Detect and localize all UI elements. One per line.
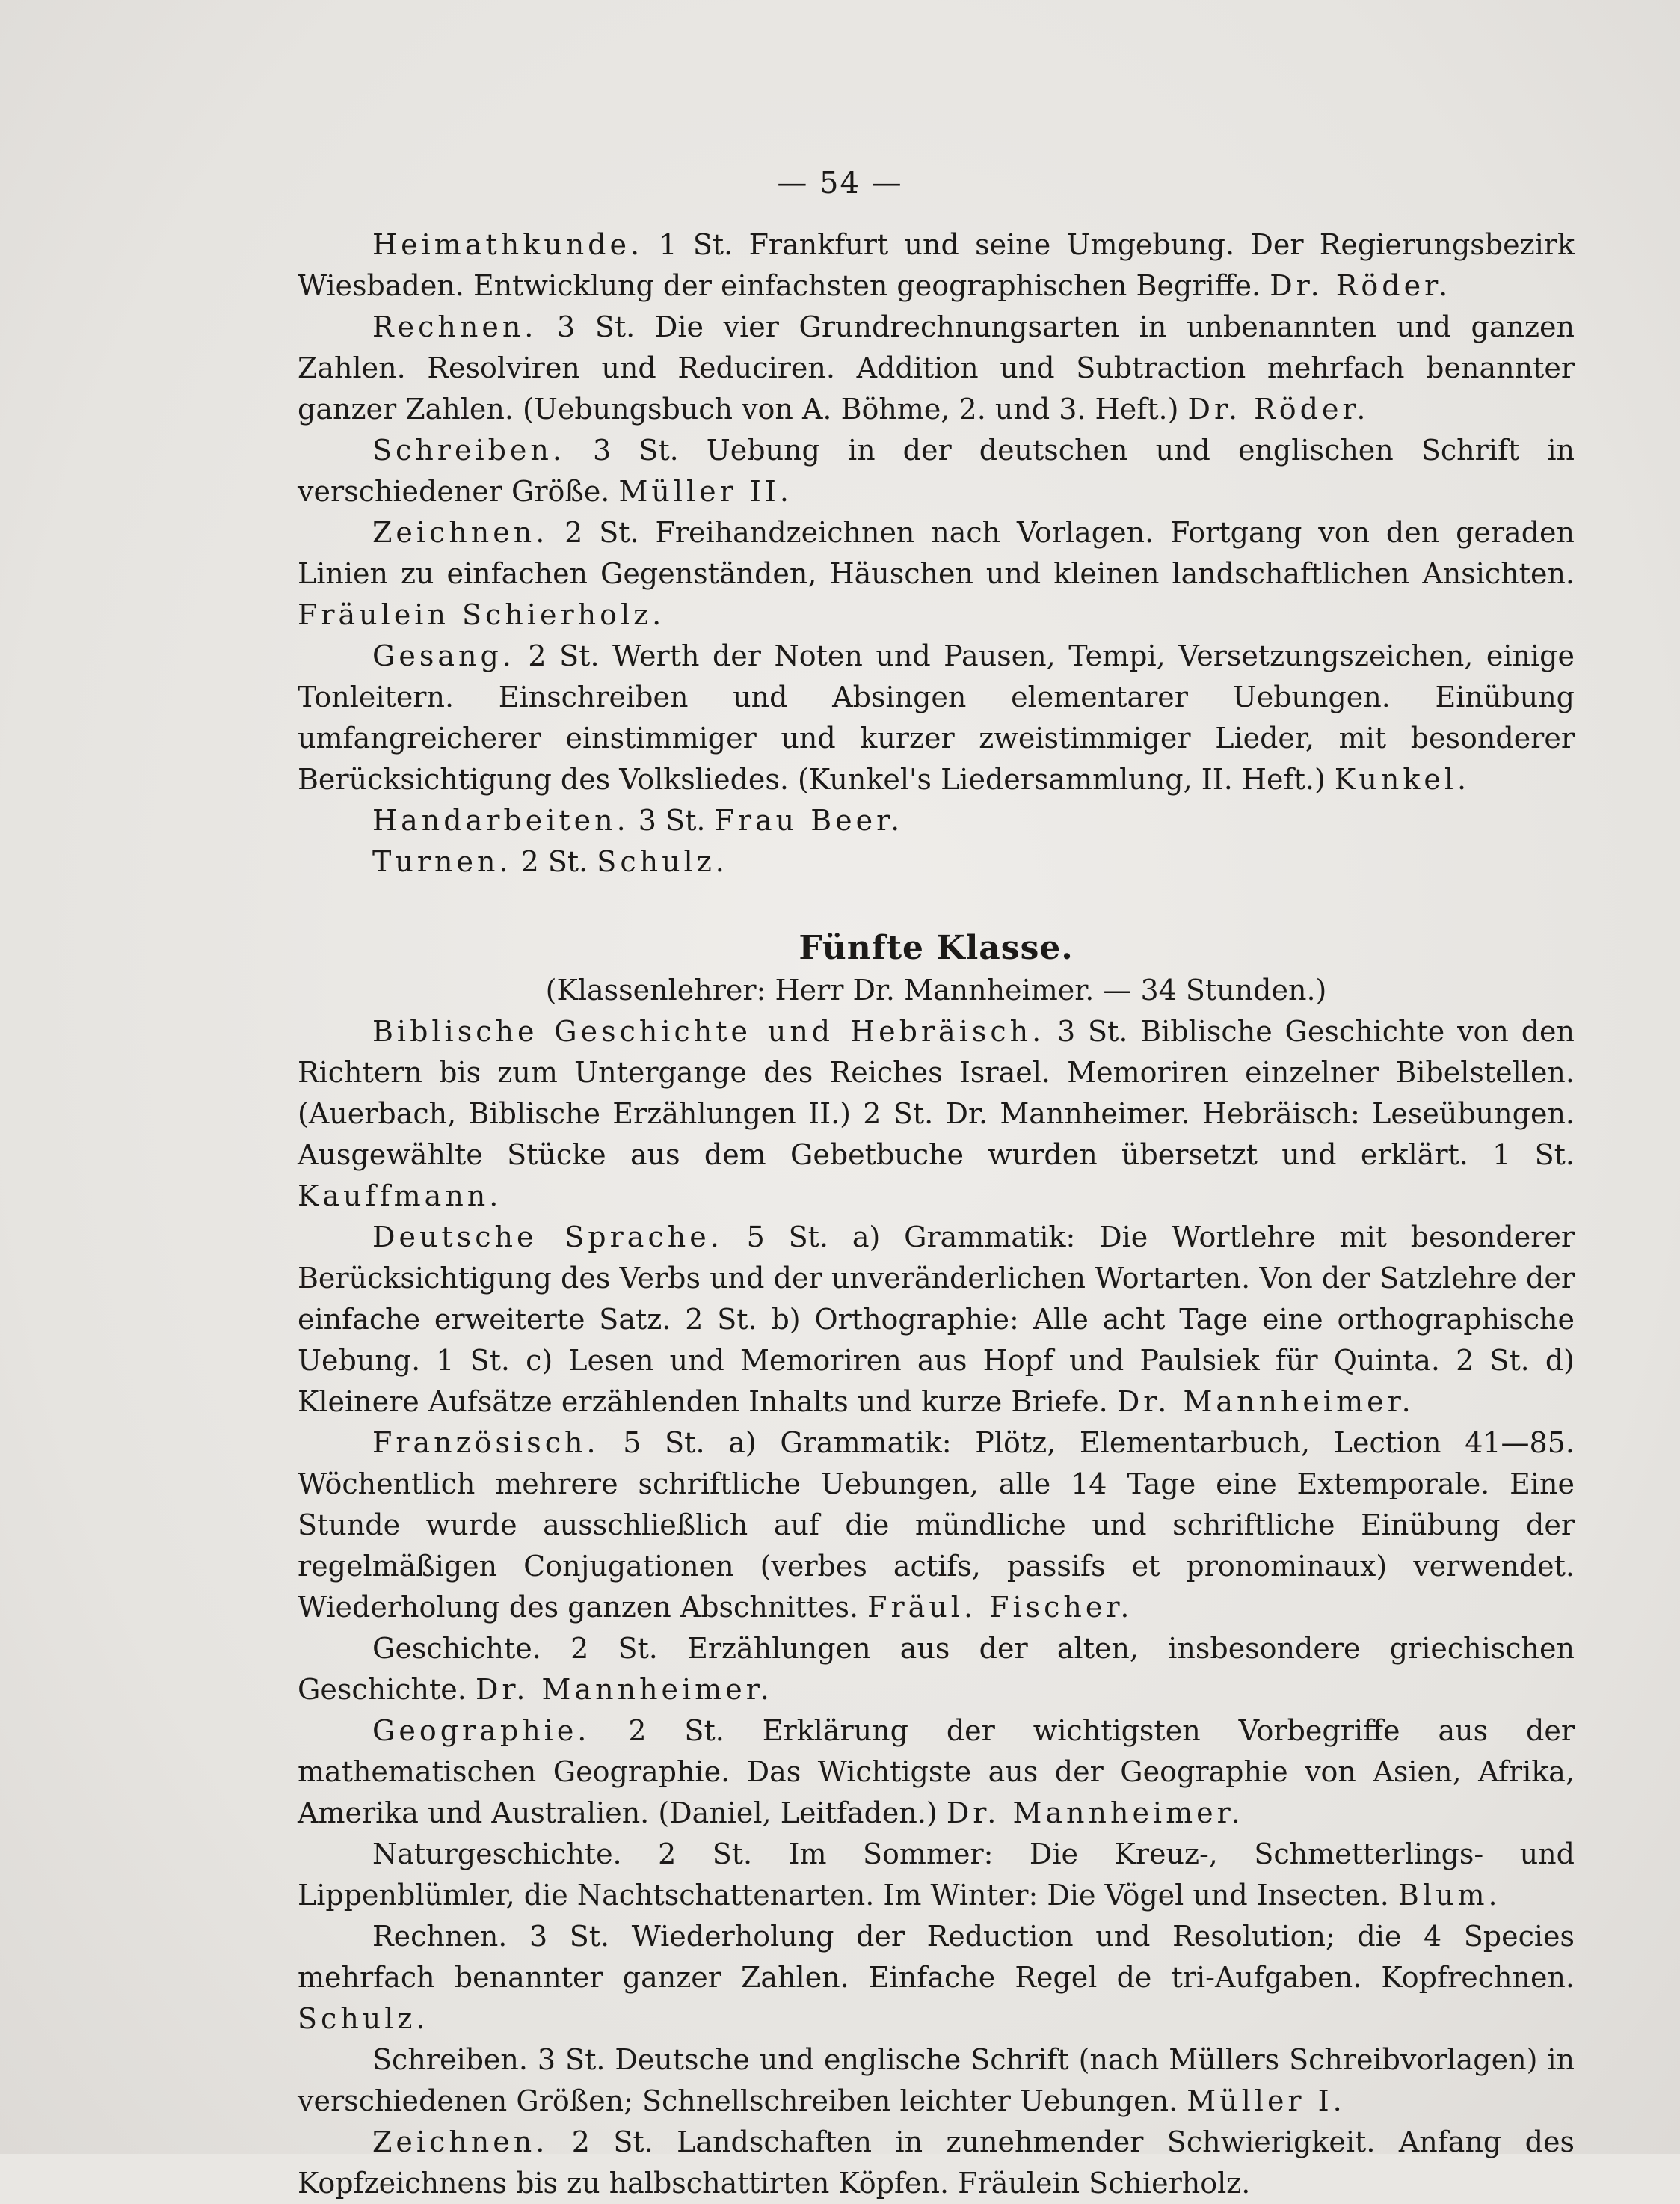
section-subtitle: (Klassenlehrer: Herr Dr. Mannheimer. — 34 Stunden.) [545, 974, 1327, 1007]
entry-franzoesisch: Französisch. 5 St. a) Grammatik: Plötz, Elementarbuch, Lection 41—85. Wöchentlich mehrere schriftliche Uebungen, alle 14 Tage eine Extemporale. Eine Stunde wurde ausschließlich auf die mündliche und schriftliche Einübung der regelmäßigen Conjugationen (verbes actifs, passifs et pronominaux) verwendet. Wiederholung des ganzen Abschnittes. Fräul. Fischer. [298, 1426, 1575, 1624]
entry-heimathkunde: Heimathkunde. 1 St. Frankfurt und seine Umgebung. Der Regierungsbezirk Wiesbaden. Entwicklung der einfachsten geographischen Begriffe. Dr. Röder. [298, 228, 1575, 302]
block-1 [298, 224, 1575, 882]
entry-schreiben-5: Schreiben. 3 St. Deutsche und englische Schrift (nach Müllers Schreibvorlagen) in verschiedenen Größen; Schnellschreiben leichter Uebungen. Müller I. [298, 2043, 1575, 2117]
section-title: Fünfte Klasse. [799, 929, 1074, 967]
entry-turnen: Turnen. 2 St. Schulz. [372, 845, 728, 878]
entry-naturgeschichte: Naturgeschichte. 2 St. Im Sommer: Die Kreuz-, Schmetterlings- und Lippenblümler, die Nachtschattenarten. Im Winter: Die Vögel und Insecten. Blum. [298, 1838, 1575, 1912]
entry-schreiben: Schreiben. 3 St. Uebung in der deutschen und englischen Schrift in verschiedener Größe. Müller II. [298, 434, 1575, 508]
entry-rechnen: Rechnen. 3 St. Die vier Grundrechnungsarten in unbenannten und ganzen Zahlen. Resolviren und Reduciren. Addition und Subtraction mehrfach benannter ganzer Zahlen. (Uebungsbuch von A. Böhme, 2. und 3. Heft.) Dr. Röder. [298, 310, 1575, 426]
entry-rechnen-5: Rechnen. 3 St. Wiederholung der Reduction und Resolution; die 4 Species mehrfach benannter ganzer Zahlen. Einfache Regel de tri-Aufgaben. Kopfrechnen. Schulz. [298, 1920, 1575, 2035]
body-text [298, 224, 1575, 2204]
entry-geographie: Geographie. 2 St. Erklärung der wichtigsten Vorbegriffe aus der mathematischen Geographie. Das Wichtigste aus der Geographie von Asien, Afrika, Amerika und Australien. (Daniel, Leitfaden.) Dr. Mannheimer. [298, 1714, 1575, 1829]
entry-biblische-geschichte: Biblische Geschichte und Hebräisch. 3 St. Biblische Geschichte von den Richtern bis zum Untergange des Reiches Israel. Memoriren einzelner Bibelstellen. (Auerbach, Biblische Erzählungen II.) 2 St. Dr. Mannheimer. Hebräisch: Leseübungen. Ausgewählte Stücke aus dem Gebetbuche wurden übersetzt und erklärt. 1 St. Kauffmann. [298, 1015, 1575, 1212]
entry-zeichnen: Zeichnen. 2 St. Freihandzeichnen nach Vorlagen. Fortgang von den geraden Linien zu einfachen Gegenständen, Häuschen und kleinen landschaftlichen Ansichten. Fräulein Schierholz. [298, 516, 1575, 631]
entry-deutsche-sprache: Deutsche Sprache. 5 St. a) Grammatik: Die Wortlehre mit besonderer Berücksichtigung des Verbs und der unveränderlichen Wortarten. Von der Satzlehre der einfache erweiterte Satz. 2 St. b) Orthographie: Alle acht Tage eine orthographische Uebung. 1 St. c) Lesen und Memoriren aus Hopf und Paulsiek für Quinta. 2 St. d) Kleinere Aufsätze erzählenden Inhalts und kurze Briefe. Dr. Mannheimer. [298, 1221, 1575, 1418]
page-number: — 54 — [777, 166, 903, 200]
entry-zeichnen-5: Zeichnen. 2 St. Landschaften in zunehmender Schwierigkeit. Anfang des Kopfzeichnens bis zu halbschattirten Köpfen. Fräulein Schierholz. [298, 2125, 1575, 2200]
entry-geschichte: Geschichte. 2 St. Erzählungen aus der alten, insbesondere griechischen Geschichte. Dr. Mannheimer. [298, 1632, 1575, 1706]
entry-handarbeiten: Handarbeiten. 3 St. Frau Beer. [372, 804, 904, 837]
block-2 [298, 1011, 1575, 2204]
entry-gesang: Gesang. 2 St. Werth der Noten und Pausen, Tempi, Versetzungszeichen, einige Tonleitern. Einschreiben und Absingen elementarer Uebungen. Einübung umfangreicherer einstimmiger und kurzer zweistimmiger Lieder, mit besonderer Berücksichtigung des Volksliedes. (Kunkel's Liedersammlung, II. Heft.) Kunkel. [298, 639, 1575, 796]
